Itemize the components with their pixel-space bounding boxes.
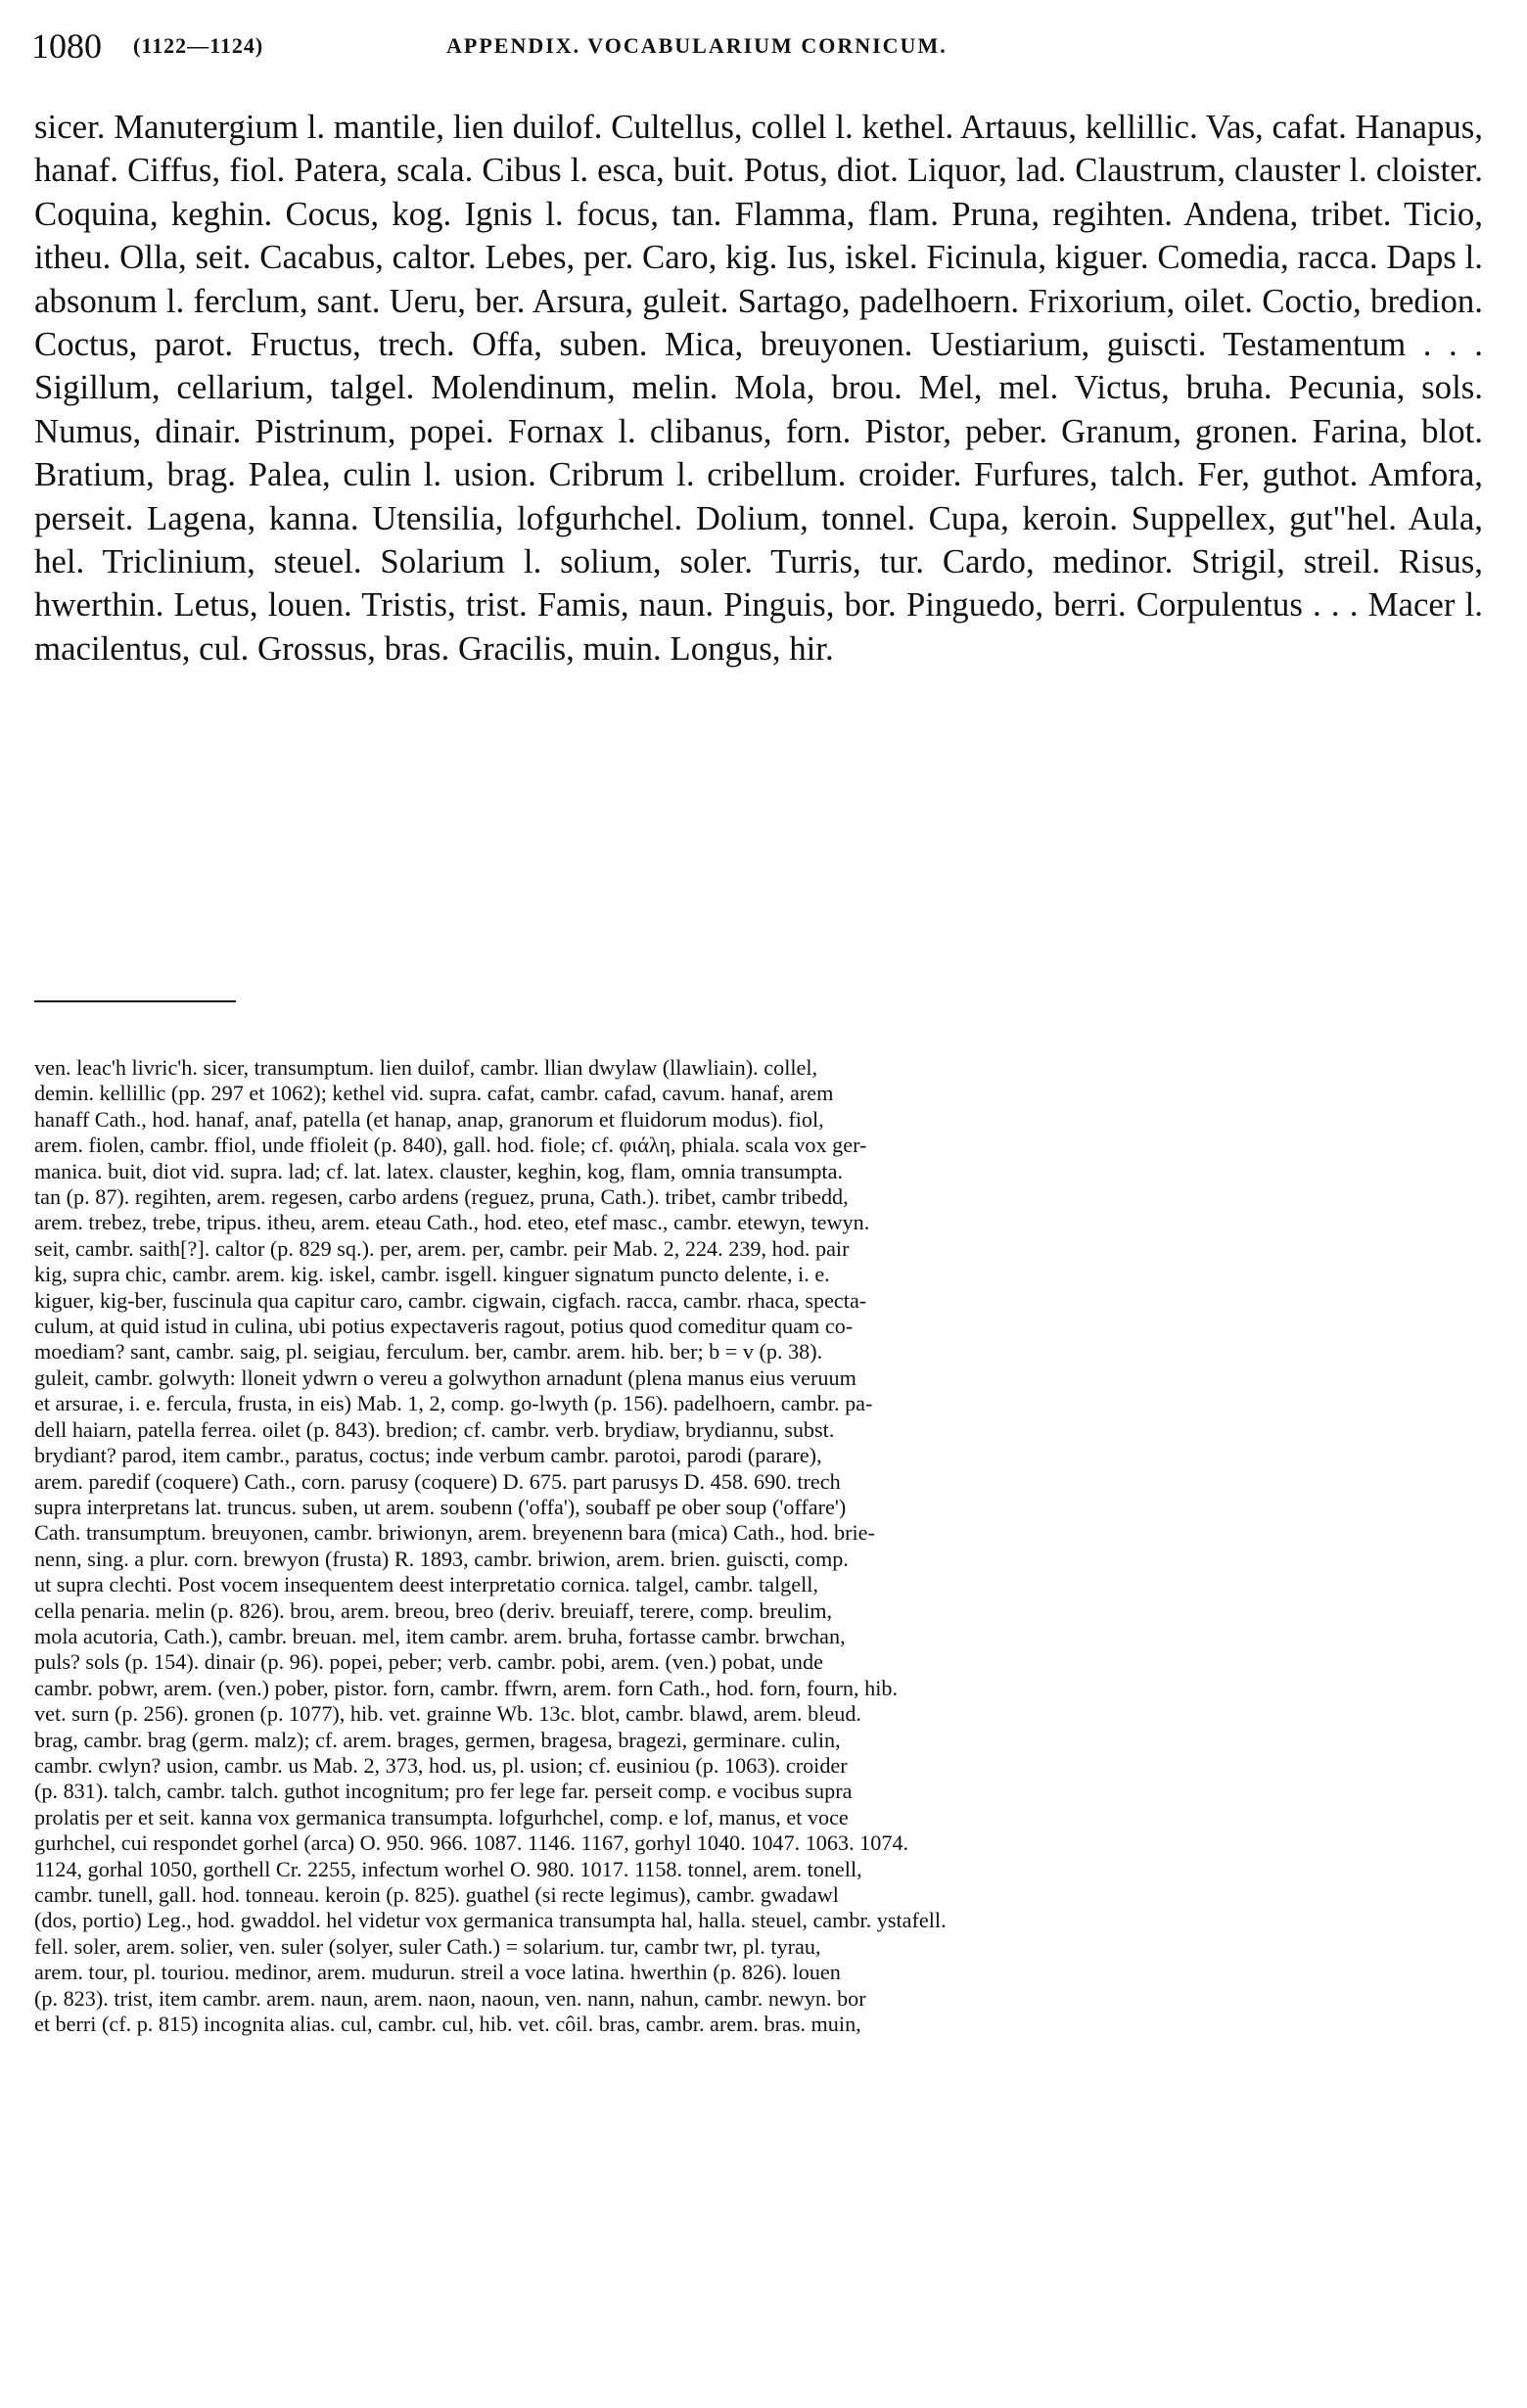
footnote-line: gurhchel, cui respondet gorhel (arca) O. 950. 966. 1087. 1146. 1167, gorhyl 1040. 1047. 1063. 1074.	[34, 1830, 909, 1856]
footnote-line: (p. 823). trist, item cambr. arem. naun, arem. naon, naoun, ven. nann, nahun, cambr. newyn. bor	[34, 1985, 866, 2011]
footnote-line: et arsurae, i. e. fercula, frusta, in eis) Mab. 1, 2, comp. go-lwyth (p. 156). padelhoern, cambr. pa-	[34, 1391, 873, 1416]
footnote-line: arem. tour, pl. touriou. medinor, arem. mudurun. streil a voce latina. hwerthin (p. 826). louen	[34, 1960, 841, 1985]
footnote-line: manica. buit, diot vid. supra. lad; cf. lat. latex. clauster, keghin, kog, flam, omnia transumpta.	[34, 1158, 843, 1183]
footnotes	[34, 1055, 1488, 2386]
footnote-line: vet. surn (p. 256). gronen (p. 1077), hib. vet. grainne Wb. 13c. blot, cambr. blawd, arem. bleud.	[34, 1701, 861, 1727]
footnote-line: cambr. cwlyn? usion, cambr. us Mab. 2, 373, hod. us, pl. usion; cf. eusiniou (p. 1063). croider	[34, 1752, 848, 1778]
footnote-line: moediam? sant, cambr. saig, pl. seigiau, ferculum. ber, cambr. arem. hib. ber; b = v (p. 38).	[34, 1339, 823, 1365]
footnote-line: mola acutoria, Cath.), cambr. breuan. mel, item cambr. arem. bruha, fortasse cambr. brwchan,	[34, 1623, 846, 1648]
footnote-line: demin. kellillic (pp. 297 et 1062); kethel vid. supra. cafat, cambr. cafad, cavum. hanaf, arem	[34, 1081, 834, 1106]
footnote-line: kig, supra chic, cambr. arem. kig. iskel, cambr. isgell. kinguer signatum puncto delente, i. e.	[34, 1262, 830, 1287]
footnote-line: cella penaria. melin (p. 826). brou, arem. breou, breo (deriv. breuiaff, terere, comp. breulim,	[34, 1598, 833, 1623]
footnote-line: ven. leac'h livric'h. sicer, transumptum. lien duilof, cambr. llian dwylaw (llawliain). collel,	[34, 1055, 818, 1080]
footnote-line: supra interpretans lat. truncus. suben, ut arem. soubenn ('offa'), soubaff pe ober soup ('offare')	[34, 1494, 847, 1519]
footnote-line: arem. trebez, trebe, tripus. itheu, arem. eteau Cath., hod. eteo, etef masc., cambr. etewyn, tewyn.	[34, 1210, 870, 1235]
footnote-line: fell. soler, arem. solier, ven. suler (solyer, suler Cath.) = solarium. tur, cambr twr, pl. tyrau,	[34, 1933, 821, 1959]
footnote-line: brydiant? parod, item cambr., paratus, coctus; inde verbum cambr. parotoi, parodi (parare),	[34, 1443, 822, 1468]
footnote-line: prolatis per et seit. kanna vox germanica transumpta. lofgurhchel, comp. e lof, manus, et voce	[34, 1804, 849, 1829]
footnote-line: tan (p. 87). regihten, arem. regesen, carbo ardens (reguez, pruna, Cath.). tribet, cambr tribedd,	[34, 1184, 849, 1210]
footnote-line: (p. 831). talch, cambr. talch. guthot incognitum; pro fer lege far. perseit comp. e vocibus supra	[34, 1779, 853, 1804]
footnote-line: guleit, cambr. golwyth: lloneit ydwrn o vereu a golwython arnadunt (plena manus eius veruum	[34, 1365, 856, 1390]
footnote-line: dell haiarn, patella ferrea. oilet (p. 843). bredion; cf. cambr. verb. brydiaw, brydiannu, subst.	[34, 1416, 835, 1442]
running-title: APPENDIX. VOCABULARIUM CORNICUM.	[446, 33, 948, 58]
footnote-rule	[34, 1000, 236, 1002]
footnote-line: arem. fiolen, cambr. ffiol, unde ffioleit (p. 840), gall. hod. fiole; cf. φιάλη, phiala. scala vox ger-	[34, 1133, 867, 1158]
footnote-line: ut supra clechti. Post vocem insequentem deest interpretatio cornica. talgel, cambr. talgell,	[34, 1572, 818, 1598]
main-text: sicer. Manutergium l. mantile, lien duilof. Cultellus, collel l. kethel. Artauus, kellillic. Vas, cafat. Hanapus, hanaf. Ciffus, fiol. Patera, scala. Cibus l. esca, buit. Potus, diot. Liquor, lad. Claustrum, clauster l. cloister. Coquina, keghin. Cocus, kog. Ignis l. focus, tan. Flamma, flam. Pruna, regihten. Andena, tribet. Ticio, itheu. Olla, seit. Cacabus, caltor. Lebes, per. Caro, kig. Ius, iskel. Ficinula, kiguer. Comedia, racca. Daps l. absonum l. ferclum, sant. Ueru, ber. Arsura, guleit. Sartago, padelhoern. Frixorium, oilet. Coctio, bredion. Coctus, parot. Fructus, trech. Offa, suben. Mica, breuyonen. Uestiarium, guiscti. Testamentum . . . Sigillum, cellarium, talgel. Molendinum, melin. Mola, brou. Mel, mel. Victus, bruha. Pecunia, sols. Numus, dinair. Pistrinum, popei. Fornax l. clibanus, forn. Pistor, peber. Granum, gronen. Farina, blot. Bratium, brag. Palea, culin l. usion. Cribrum l. cribellum. croider. Furfures, talch. Fer, guthot. Amfora, perseit. Lagena, kanna. Utensilia, lofgurhchel. Dolium, tonnel. Cupa, keroin. Suppellex, gut"hel. Aula, hel. Triclinium, steuel. Solarium l. solium, soler. Turris, tur. Cardo, medinor. Strigil, streil. Risus, hwerthin. Letus, louen. Tristis, trist. Famis, naun. Pinguis, bor. Pinguedo, berri. Corpulentus . . . Macer l. macilentus, cul. Grossus, bras. Gracilis, muin. Longus, hir.	[34, 108, 1483, 668]
footnote-line: (dos, portio) Leg., hod. gwaddol. hel videtur vox germanica transumpta hal, halla. steuel, cambr. ystafell.	[34, 1908, 947, 1933]
page-range: (1122—1124)	[133, 33, 264, 58]
running-header	[31, 25, 1500, 74]
footnote-line: Cath. transumptum. breuyonen, cambr. briwionyn, arem. breyenenn bara (mica) Cath., hod. brie-	[34, 1520, 875, 1546]
footnote-line: hanaff Cath., hod. hanaf, anaf, patella (et hanap, anap, granorum et fluidorum modus). fiol,	[34, 1106, 824, 1132]
footnote-line: et berri (cf. p. 815) incognita alias. cul, cambr. cul, hib. vet. côil. bras, cambr. arem. bras. muin,	[34, 2012, 861, 2037]
footnote-line: 1124, gorhal 1050, gorthell Cr. 2255, infectum worhel O. 980. 1017. 1158. tonnel, arem. tonell,	[34, 1856, 862, 1881]
footnote-line: cambr. tunell, gall. hod. tonneau. keroin (p. 825). guathel (si recte legimus), cambr. gwadawl	[34, 1882, 839, 1907]
footnote-line: arem. paredif (coquere) Cath., corn. parusy (coquere) D. 675. part parusys D. 458. 690. trech	[34, 1468, 841, 1494]
page-number: 1080	[31, 26, 102, 66]
footnote-line: puls? sols (p. 154). dinair (p. 96). popei, peber; verb. cambr. pobi, arem. (ven.) pobat, unde	[34, 1649, 823, 1675]
footnote-line: seit, cambr. saith[?]. caltor (p. 829 sq.). per, arem. per, cambr. peir Mab. 2, 224. 239, hod. pair	[34, 1235, 850, 1261]
footnote-line: kiguer, kig-ber, fuscinula qua capitur caro, cambr. cigwain, cigfach. racca, cambr. rhaca, specta-	[34, 1287, 867, 1313]
footnote-line: brag, cambr. brag (germ. malz); cf. arem. brages, germen, bragesa, bragezi, germinare. culin,	[34, 1727, 841, 1752]
footnote-line: cambr. pobwr, arem. (ven.) pober, pistor. forn, cambr. ffwrn, arem. forn Cath., hod. forn, fourn, hib.	[34, 1675, 898, 1700]
footnote-line: culum, at quid istud in culina, ubi potius expectaveris ragout, potius quod comeditur quam co-	[34, 1314, 854, 1339]
footnote-line: nenn, sing. a plur. corn. brewyon (frusta) R. 1893, cambr. briwion, arem. brien. guiscti, comp.	[34, 1546, 849, 1571]
